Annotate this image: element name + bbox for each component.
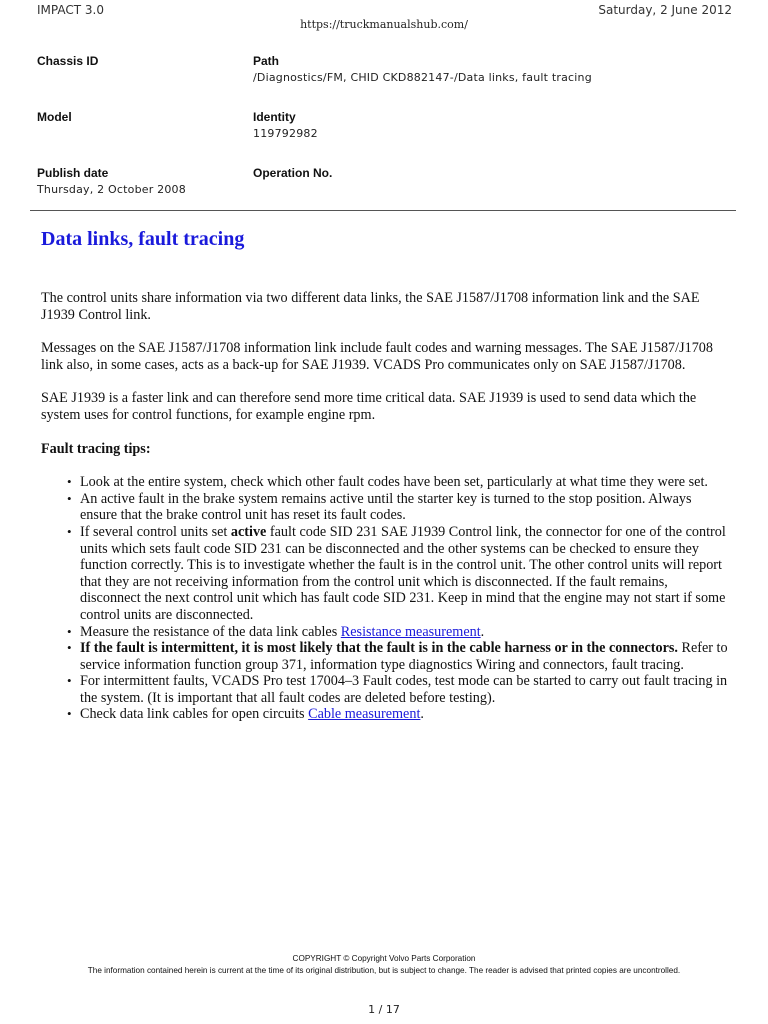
bullet-icon: • [67,706,72,722]
tip-text: . [420,706,424,723]
tip-bold-text: If the fault is intermittent, it is most likely that the fault is in the cable harness or in the connectors. [80,640,678,657]
tips-heading: Fault tracing tips: [41,440,151,457]
tip-text: If several control units set [80,523,231,540]
list-item [41,706,731,723]
print-date: Saturday, 2 June 2012 [598,3,732,17]
tip-text: An active fault in the brake system remains active until the starter key is turned to the stop position. Always ensure that the brake control unit has reset its fault codes. [80,490,692,524]
tip-text: Look at the entire system, check which other fault codes have been set, particularly at what time they were set. [80,474,708,491]
identity-label: Identity [253,110,296,124]
tip-bold-text: active [230,523,267,540]
cable-measurement-link[interactable]: Cable measurement [308,706,421,723]
list-item [41,474,731,491]
identity-value: 119792982 [253,127,318,140]
page-number: 1 / 17 [368,1003,400,1016]
bullet-icon: • [67,640,72,656]
tip-text: Refer to service information function group 371, information type diagnostics Wiring and connectors, fault tracing. [80,640,728,673]
tip-text: Check data link cables for open circuits [80,706,309,723]
bullet-icon: • [67,490,72,506]
bullet-icon: • [67,523,72,539]
list-item [41,673,731,706]
path-value: /Diagnostics/FM, CHID CKD882147-/Data links, fault tracing [253,71,592,84]
tip-text: . [480,623,485,640]
app-name: IMPACT 3.0 [37,3,104,17]
tips-list [41,474,731,723]
page-title: Data links, fault tracing [41,228,245,250]
paragraph-j1939: SAE J1939 is a faster link and can therefore send more time critical data. SAE J1939 is used to send data which the system uses for control functions, for example engine rpm. [41,390,697,423]
disclaimer-text: The information contained herein is current at the time of its original distribution, but is subject to change. The reader is advised that printed copies are uncontrolled. [87,966,681,975]
paragraph-intro: The control units share information via two different data links, the SAE J1587/J1708 information link and the SAE J1939 Control link. [41,290,700,323]
publish-date-label: Publish date [37,166,109,180]
model-label: Model [37,110,72,124]
bullet-icon: • [67,623,72,639]
list-item [41,524,731,624]
path-label: Path [253,54,280,68]
operation-no-label: Operation No. [253,166,333,180]
tip-text: Measure the resistance of the data link cables [80,623,341,640]
list-item [41,624,731,641]
bullet-icon: • [67,474,72,490]
list-item [41,640,731,673]
list-item [41,491,731,524]
resistance-measurement-link[interactable]: Resistance measurement [340,623,481,640]
source-url[interactable]: https://truckmanualshub.com/ [300,18,468,31]
chassis-id-label: Chassis ID [37,54,99,68]
header-divider [30,210,736,211]
document-body [41,290,731,723]
bullet-icon: • [67,673,72,689]
paragraph-j1587: Messages on the SAE J1587/J1708 information link include fault codes and warning messages. The SAE J1587/J1708 link also, in some cases, acts as a back-up for SAE J1939. VCADS Pro communicates only on SAE J1587/J1708. [41,340,713,373]
tip-text: fault code SID 231 SAE J1939 Control link, the connector for one of the control units which sets fault code SID 231 can be disconnected and the other systems can be checked to ensure they function correctly. This is to investigate whether the fault is in the control unit. The other control units will report that they are not receiving information from the control unit which is disconnected. If the fault remains, disconnect the next control unit which has fault code SID 231. Keep in mind that the engine may not start if some control units are disconnected. [80,523,726,623]
copyright-notice: COPYRIGHT © Copyright Volvo Parts Corporation [292,954,476,963]
tip-text: For intermittent faults, VCADS Pro test 17004–3 Fault codes, test mode can be started to carry out fault tracing in the system. (It is important that all fault codes are deleted before testing). [80,673,728,706]
publish-date-value: Thursday, 2 October 2008 [37,183,186,196]
